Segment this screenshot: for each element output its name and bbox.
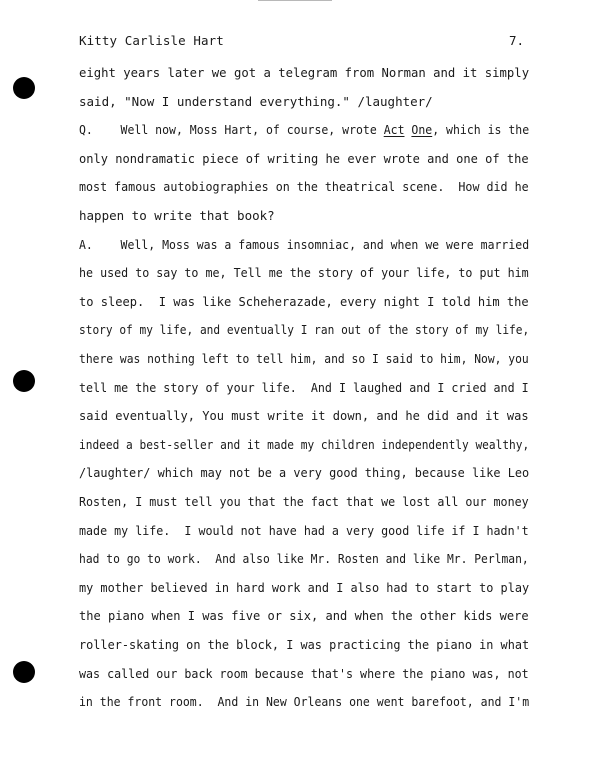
line-text: had to go to work. And also like Mr. Rosten and like Mr. Perlman, — [79, 551, 529, 567]
line-text: to sleep. I was like Scheherazade, every night I told him the — [79, 293, 529, 309]
line-text: said, "Now I understand everything." /laughter/ — [79, 93, 433, 109]
line-text: there was nothing left to tell him, and so I said to him, Now, you — [79, 351, 529, 366]
transcript-line — [79, 351, 529, 367]
line-text: indeed a best-seller and it made my children independently wealthy, — [79, 436, 530, 452]
line-text: the piano when I was five or six, and when the other kids were — [79, 608, 529, 624]
line-text: Q. Well now, Moss Hart, of course, wrote — [79, 122, 384, 138]
line-text: /laughter/ which may not be a very good thing, because like Leo — [79, 465, 530, 481]
line-text: tell me the story of your life. And I laughed and I cried and I — [79, 379, 529, 395]
line-text: said eventually, You must write it down, and he did and it was — [79, 408, 529, 424]
transcript-line — [79, 523, 529, 539]
punch-hole-middle — [13, 370, 35, 392]
page-number: 7. — [509, 33, 525, 48]
line-text: Rosten, I must tell you that the fact that we lost all our money — [79, 494, 529, 509]
line-text: made my life. I would not have had a very good life if I hadn't — [79, 522, 529, 538]
transcript-line — [79, 551, 529, 567]
line-text: in the front room. And in New Orleans one went barefoot, and I'm — [79, 694, 530, 710]
punch-hole-top — [13, 77, 35, 99]
line-text: most famous autobiographies on the theatrical scene. How did he — [79, 179, 529, 195]
line-text: he used to say to me, Tell me the story of your life, to put him — [79, 265, 529, 281]
line-text: happen to write that book? — [79, 208, 275, 223]
transcript-line — [79, 65, 529, 81]
transcript-line — [79, 494, 529, 510]
interviewee-name-header: Kitty Carlisle Hart — [79, 33, 224, 48]
transcript-line — [79, 608, 529, 624]
transcript-line — [79, 408, 529, 424]
transcript-line — [79, 94, 433, 110]
punch-hole-bottom — [13, 661, 35, 683]
line-text: eight years later we got a telegram from Norman and it simply — [79, 65, 530, 80]
transcript-line — [79, 237, 529, 253]
line-text: was called our back room because that's where the piano was, not — [79, 665, 529, 681]
top-edge-mark — [258, 0, 332, 1]
line-text: only nondramatic piece of writing he ever wrote and one of the — [79, 150, 529, 166]
transcript-line — [79, 265, 529, 281]
line-text: my mother believed in hard work and I also had to start to play — [79, 579, 530, 595]
transcript-line — [79, 322, 529, 338]
line-text: story of my life, and eventually I ran out of the story of my life, — [79, 322, 530, 338]
transcript-line — [79, 151, 529, 167]
line-text: , which is the — [432, 122, 530, 138]
line-text: A. Well, Moss was a famous insomniac, and when we were married — [79, 236, 530, 252]
transcript-line — [79, 380, 529, 396]
transcript-line — [79, 208, 275, 224]
underlined-title-text: One — [411, 122, 433, 138]
underlined-title-text: Act — [383, 122, 405, 138]
transcript-line — [79, 122, 529, 138]
transcript-line — [79, 437, 529, 453]
transcript-line — [79, 465, 529, 481]
transcript-line — [79, 580, 529, 596]
transcript-line — [79, 294, 529, 310]
transcript-line — [79, 179, 529, 195]
transcript-line — [79, 637, 529, 653]
transcript-line — [79, 666, 529, 682]
transcript-line — [79, 694, 529, 710]
line-text: roller-skating on the block, I was practicing the piano in what — [79, 637, 530, 652]
